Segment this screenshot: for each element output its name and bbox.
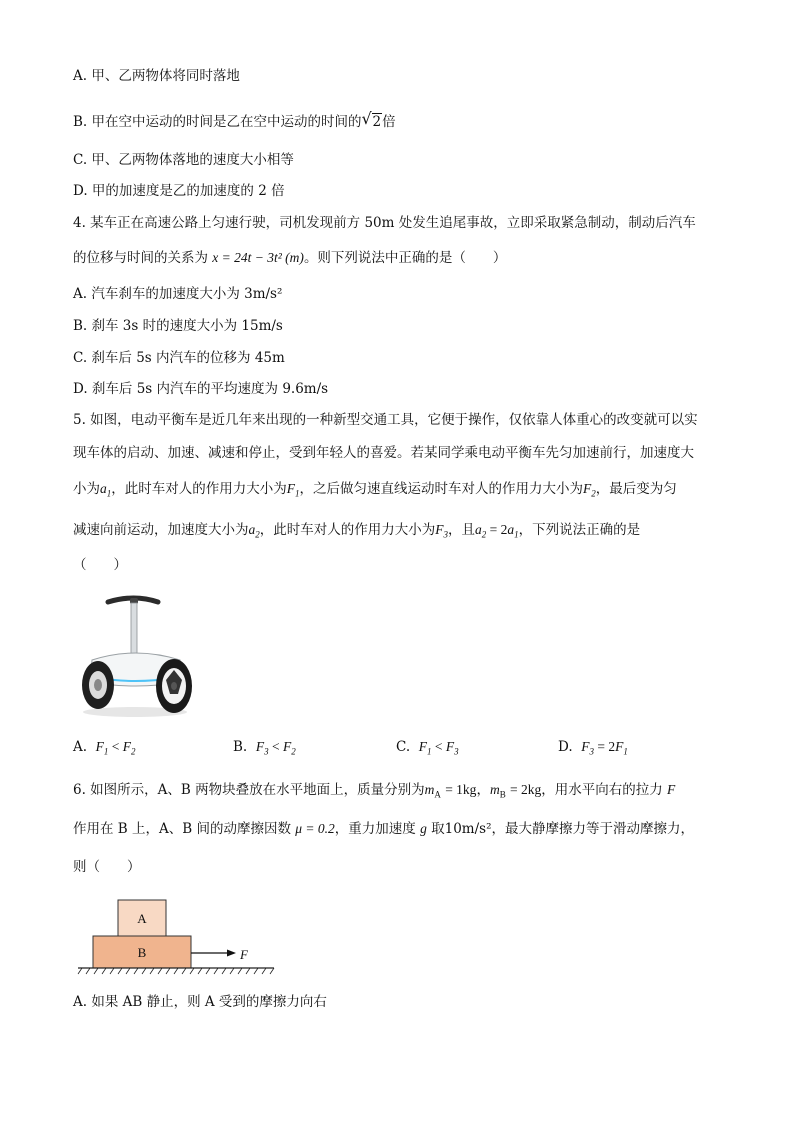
q6-line2-b: ，重力加速度: [334, 821, 416, 837]
q5-line1: 5. 如图，电动平衡车是近几年来出现的一种新型交通工具，它便于操作，仅依靠人体重心的改变就可以实: [73, 412, 698, 428]
q3-option-c: C. 甲、乙两物体落地的速度大小相等: [73, 152, 294, 168]
q5-option-d: [558, 738, 628, 761]
sqrt-operand: 2: [372, 114, 382, 130]
q3-option-d: D. 甲的加速度是乙的加速度的 2 倍: [73, 183, 285, 199]
q5-line3-b: ，此时车对人的作用力大小为: [111, 481, 287, 497]
symbol-g: g: [420, 821, 427, 836]
q5-line4-b: ，此时车对人的作用力大小为: [259, 522, 436, 538]
q5-option-a-expr: $F_1 < F_2$: [95, 739, 136, 757]
q5-option-a-label: A.: [73, 739, 88, 755]
block-a-label: A: [137, 911, 147, 926]
q6-mass-b: = 2kg: [510, 782, 542, 797]
force-label: F: [240, 947, 248, 962]
symbol-f2: $F_2$: [583, 481, 596, 499]
q4-option-c: C. 刹车后 5s 内汽车的位移为 45m: [73, 350, 285, 366]
q5-line3: [73, 480, 677, 503]
q6-mu: μ = 0.2: [295, 821, 335, 836]
q5-line4: [73, 521, 640, 544]
ground-hatching: [78, 968, 274, 974]
q4-formula: x = 24t − 3t² (m): [212, 250, 304, 265]
q6-line2-c: 取: [431, 821, 445, 837]
q3-option-b-suffix: 倍: [382, 114, 396, 130]
q6-line1-b: ，用水平向右的拉力: [541, 782, 663, 798]
q5-line2: 现车体的启动、加速、减速和停止，受到年轻人的喜爱。若某同学乘电动平衡车先匀加速前行，加速度大: [73, 445, 694, 461]
balance-scooter-image: [78, 590, 193, 720]
q5-line3-a: 小为: [73, 481, 100, 497]
q5-option-d-label: D.: [558, 739, 573, 755]
q6-line2-a: 作用在 B 上，A、B 间的动摩擦因数: [73, 821, 291, 837]
q5-option-c-label: C.: [396, 739, 411, 755]
q5-option-b-expr: $F_3 < F_2$: [255, 739, 296, 757]
symbol-f1: $F_1$: [286, 481, 300, 499]
q6-line2: [73, 820, 694, 838]
q5-line4-c: ，且: [448, 522, 475, 538]
q4-stem-pre: 的位移与时间的关系为: [73, 250, 208, 266]
q6-option-a: A. 如果 AB 静止，则 A 受到的摩擦力向右: [73, 994, 327, 1010]
q4-stem-line2: [73, 249, 506, 267]
q4-option-a: A. 汽车刹车的加速度大小为 3m/s²: [73, 286, 283, 302]
q5-line3-d: ，最后变为匀: [595, 481, 677, 497]
q3-option-b-text: B. 甲在空中运动的时间是乙在空中运动的时间的: [73, 114, 362, 130]
symbol-a1: $a_1$: [100, 481, 112, 499]
q5-line3-c: ，之后做匀速直线运动时车对人的作用力大小为: [299, 481, 583, 497]
q5-option-c: [396, 738, 459, 761]
q4-option-b: B. 刹车 3s 时的速度大小为 15m/s: [73, 318, 283, 334]
q4-stem-line1: 4. 某车正在高速公路上匀速行驶，司机发现前方 50m 处发生追尾事故，立即采取紧急制动，制动后汽车: [73, 215, 696, 231]
q5-option-b: [233, 738, 296, 761]
q5-option-a: [73, 738, 136, 761]
force-arrowhead: [227, 950, 236, 957]
blocks-diagram: [76, 896, 276, 976]
q6-mass-a: = 1kg: [445, 782, 477, 797]
symbol-ma: $m_A$: [424, 782, 441, 800]
q5-option-c-expr: $F_1 < F_3$: [418, 739, 459, 757]
q5-line4-a: 减速向前运动，加速度大小为: [73, 522, 249, 538]
q5-line4-d: ，下列说法正确的是: [518, 522, 641, 538]
q5-option-b-label: B.: [233, 739, 248, 755]
symbol-a2: $a_2$: [248, 522, 260, 540]
q3-option-a: A. 甲、乙两物体将同时落地: [73, 68, 240, 84]
q6-line1: 6. 如图所示，A、B 两物块叠放在水平地面上，质量分别为$m_A = 1kg$，$m_B = 2kg$，用水平向右的拉力 F: [73, 782, 676, 800]
q4-option-d: D. 刹车后 5s 内汽车的平均速度为 9.6m/s: [73, 381, 329, 397]
q5-option-d-expr: $F_3 = 2F_1$: [581, 739, 628, 757]
sqrt-symbol: √ 2: [361, 109, 382, 130]
q3-option-b: [73, 109, 396, 131]
q5-line5: （ ）: [73, 557, 127, 573]
q6-line2-d: ，最大静摩擦力等于滑动摩擦力，: [491, 821, 694, 837]
relation-a2-2a1: $a_2 = 2a_1$: [475, 522, 519, 540]
q6-line1-a: 6. 如图所示，A、B 两物块叠放在水平地面上，质量分别为: [73, 782, 425, 798]
q6-g-value: 10m/s²: [444, 821, 492, 837]
q6-line3: 则（ ）: [73, 859, 141, 875]
symbol-f: F: [667, 782, 676, 797]
symbol-f3: $F_3$: [435, 522, 448, 540]
block-b-label: B: [137, 945, 147, 960]
symbol-mb: $m_B$: [489, 782, 506, 800]
q4-stem-post: 。则下列说法中正确的是（ ）: [303, 250, 507, 266]
